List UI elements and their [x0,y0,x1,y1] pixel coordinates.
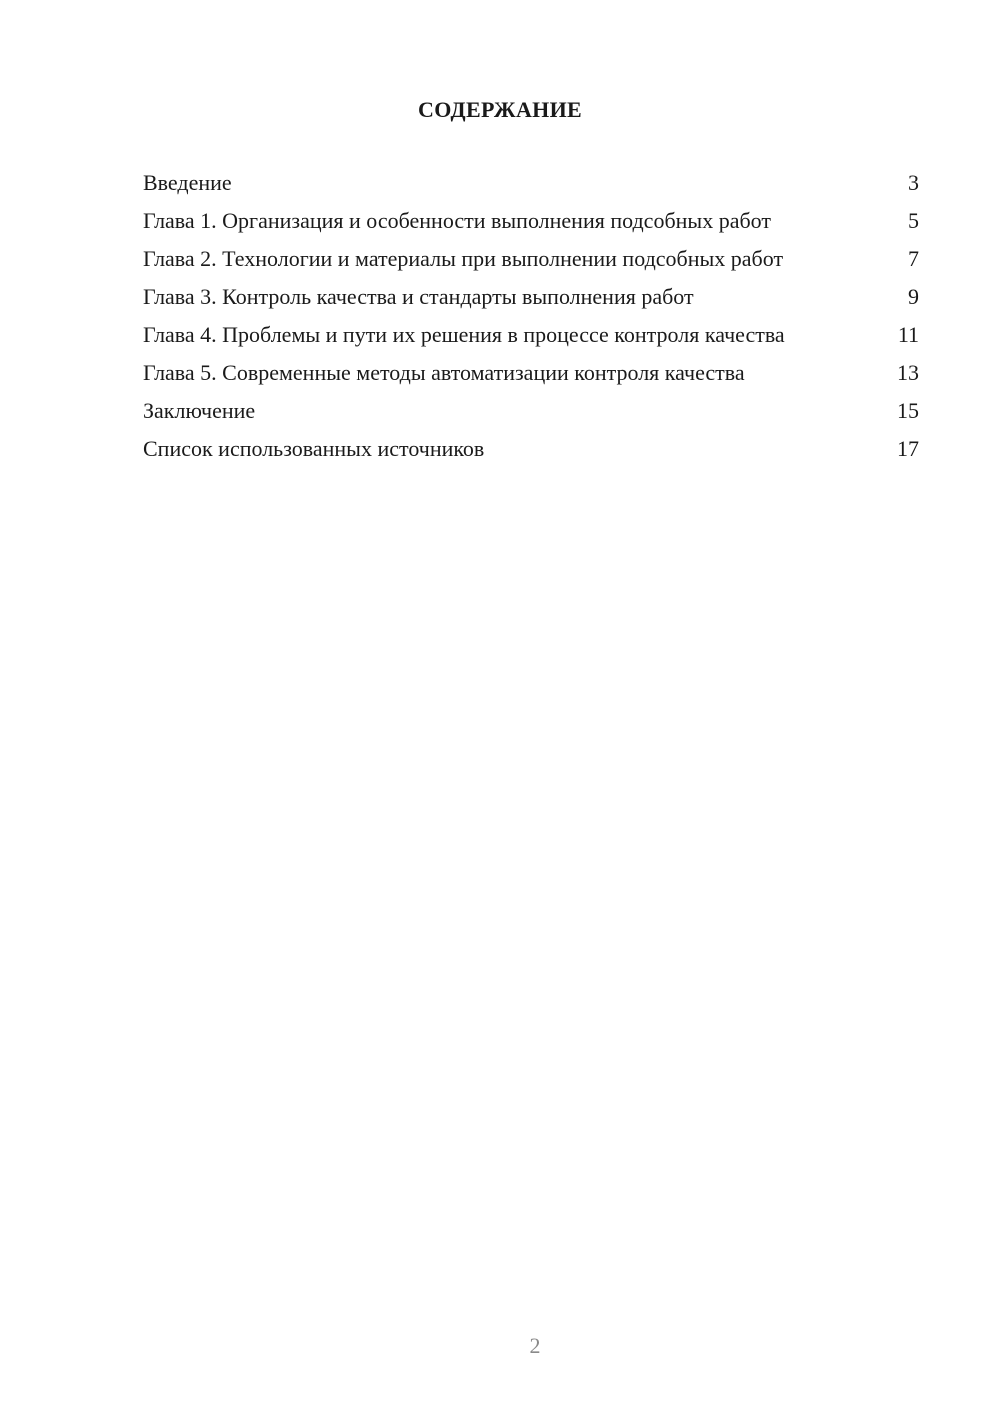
toc-entry-label: Глава 3. Контроль качества и стандарты выполнения работ [143,284,694,309]
toc-title: СОДЕРЖАНИЕ [418,97,582,122]
toc-entry-chapter-3 [143,284,919,310]
toc-entry-label: Введение [143,170,232,195]
toc-entry-page-number: 11 [897,322,919,347]
toc-entry-chapter-1 [143,208,919,234]
toc-entry-page-number: 9 [908,284,919,309]
toc-entry-conclusion [143,398,919,424]
toc-entry-label: Глава 1. Организация и особенности выполнения подсобных работ [143,208,771,233]
toc-entry-chapter-4 [143,322,919,348]
toc-entry-introduction [143,170,919,196]
toc-entry-label: Глава 4. Проблемы и пути их решения в процессе контроля качества [143,322,785,347]
page-number: 2 [529,1333,541,1358]
toc-entry-page-number: 3 [908,170,919,195]
toc-entry-page-number: 15 [897,398,919,423]
toc-entry-page-number: 7 [908,246,919,271]
toc-entry-chapter-2 [143,246,919,272]
toc-list [143,170,919,474]
toc-entry-label: Глава 2. Технологии и материалы при выполнении подсобных работ [143,246,784,271]
toc-entry-page-number: 5 [908,208,919,233]
toc-entry-references [143,436,919,462]
toc-entry-label: Список использованных источников [143,436,485,461]
toc-entry-label: Глава 5. Современные методы автоматизации контроля качества [143,360,745,385]
toc-entry-page-number: 13 [897,360,919,385]
toc-entry-page-number: 17 [897,436,919,461]
toc-entry-label: Заключение [143,398,256,423]
toc-entry-chapter-5 [143,360,919,386]
